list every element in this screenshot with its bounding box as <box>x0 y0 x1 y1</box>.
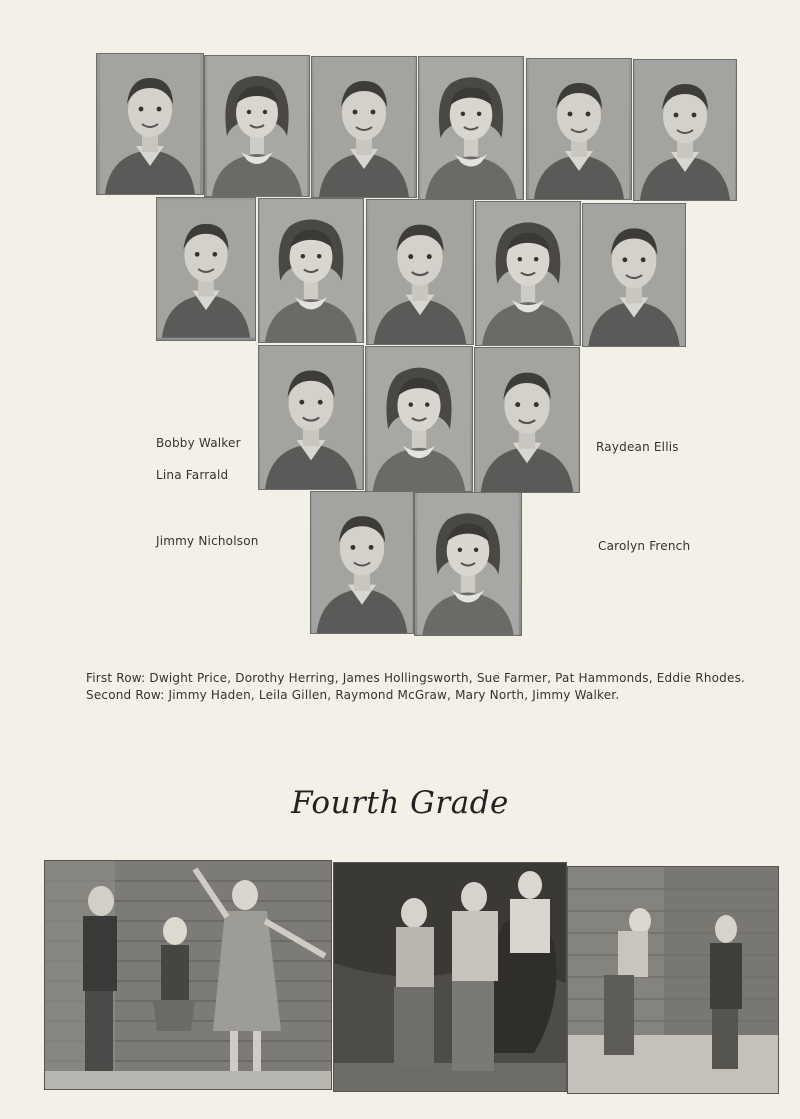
portrait-photo <box>526 58 632 200</box>
caption-first-row: First Row: Dwight Price, Dorothy Herring, James Hollingsworth, Sue Farmer, Pat Hammonds, Eddie Rhodes. <box>86 671 746 685</box>
name-label-lina-farrald: Lina Farrald <box>156 468 229 482</box>
name-label-carolyn-french: Carolyn French <box>598 539 691 553</box>
candid-photo-corner-wall <box>567 866 779 1094</box>
portrait-photo <box>258 198 364 343</box>
portrait-photo <box>366 199 474 345</box>
caption-second-row: Second Row: Jimmy Haden, Leila Gillen, Raymond McGraw, Mary North, Jimmy Walker. <box>86 688 620 702</box>
candid-photo-boys-playing <box>333 862 567 1092</box>
portrait-photo <box>475 201 581 346</box>
portrait-photo <box>96 53 204 195</box>
portrait-photo <box>156 197 256 341</box>
name-label-bobby-walker: Bobby Walker <box>156 436 241 450</box>
portrait-photo <box>258 345 364 490</box>
candid-photo-brick-wall <box>44 860 332 1090</box>
portrait-photo <box>474 347 580 493</box>
portrait-photo <box>310 491 414 634</box>
portrait-photo <box>414 492 522 636</box>
portrait-photo <box>204 55 310 197</box>
name-label-raydean-ellis: Raydean Ellis <box>596 440 679 454</box>
portrait-photo <box>418 56 524 200</box>
portrait-photo <box>582 203 686 347</box>
portrait-photo <box>633 59 737 201</box>
name-label-jimmy-nicholson: Jimmy Nicholson <box>156 534 259 548</box>
page-title: Fourth Grade <box>291 785 509 821</box>
portrait-photo <box>311 56 417 198</box>
portrait-photo <box>365 346 473 492</box>
